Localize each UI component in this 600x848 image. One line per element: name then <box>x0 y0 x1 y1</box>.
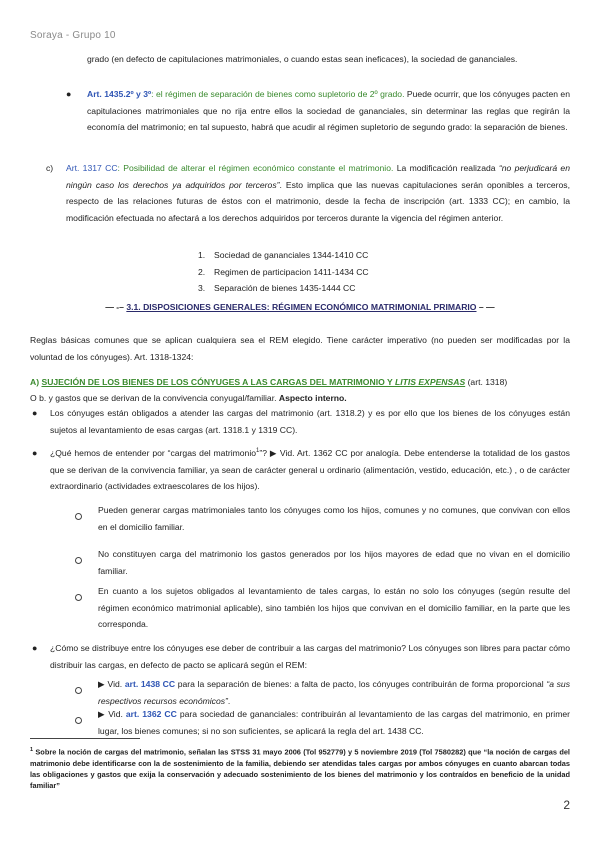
art-1362-ref: art. 1362 CC <box>125 709 177 719</box>
art-1438-ref: art. 1438 CC <box>124 679 176 689</box>
art-1435-lead: : el régimen de separación de bienes como supletorio de 2º grado. <box>151 89 405 99</box>
section-title: 3.1. DISPOSICIONES GENERALES: RÉGIMEN ECONÓMICO MATRIMONIAL PRIMARIO <box>126 302 477 312</box>
art-1317-mid: La modificación realizada <box>393 163 499 173</box>
regimen-list-item: 1. Sociedad de gananciales 1344-1410 CC <box>198 250 369 260</box>
bullet-dot: ● <box>32 408 38 418</box>
art-1435-text: Puede ocurrir, que los cónyuges pacten en capitulaciones matrimoniales que no rija entre ellos la sociedad de gananciales, sin determinar las reglas que regirán la economía del matrimonio; en tal supuesto, habrá que acudir al régimen supletorio de segundo grado: la separación de bienes. <box>87 89 570 132</box>
bullet-que-entender: ¿Qué hemos de entender por “cargas del matrimonio$^1$”? ▶ Vid. Art. 1362 CC por analogía. Debe entenderse la totalidad de los gastos que se derivan de la convivencia familiar, ya sean de carácter general u ordinario (alimentación, vestido, educación, etc.) , o de carácter extraordinario (actividades extraescolares de los hijos). <box>50 448 570 491</box>
sub-bullet-sujetos-obligados: En cuanto a los sujetos obligados al levantamiento de tales cargas, lo están no solo los cónyuges (según resulte del régimen económico matrimonial aplicable), sino también los hijos que convivan en el domicilio familiar, en la parte que les corresponda. <box>98 586 570 629</box>
regimen-list <box>198 247 498 297</box>
art-1435-ref: Art. 1435.2º y 3º <box>87 89 152 99</box>
sub-bullet-generan-cargas: Pueden generar cargas matrimoniales tanto los cónyuges como los hijos, comunes y no comunes, que convivan con ellos en el domicilio familiar. <box>98 505 570 532</box>
bullet-como-distribuye: ¿Cómo se distribuye entre los cónyuges ese deber de contribuir a las cargas del matrimonio? Los cónyuges son libres para pactar cómo distribuir las cargas, en defecto de pacto se aplicará según el REM: <box>50 643 570 670</box>
art-1435-paragraph <box>87 86 570 136</box>
circle-bullet-icon <box>75 588 82 606</box>
sub-bullet-no-constituyen: No constituyen carga del matrimonio los gastos generados por los hijos mayores de edad que no vivan en el domicilio familiar. <box>98 549 570 576</box>
art-1317-quote: “no perjudicará en ningún caso los derechos ya adquiridos por terceros” <box>66 163 570 190</box>
art-1317-paragraph <box>66 160 570 226</box>
page-header: Soraya - Grupo 10 <box>30 30 116 41</box>
bullet-cargas-obligacion: Los cónyuges están obligados a atender las cargas del matrimonio (art. 1318.2) y es por ello que los bienes de los cónyuges están sujetos al levantamiento de esas cargas (art. 1318.1 y 1319 CC). <box>50 408 570 435</box>
regimen-list-item: 3. Separación de bienes 1435-1444 CC <box>198 283 356 293</box>
art-1317-text: . Esto implica que las nuevas capitulaciones serán oponibles a terceros, respecto de las relaciones futuras de éstos con el matrimonio, desde la fecha de inscripción (art. 1333 CC); en cambio, la modificación efectuada no afectará a los derechos adquiridos por terceros durante la vigencia del régimen anterior. <box>66 179 570 223</box>
continuation-paragraph: grado (en defecto de capitulaciones matrimoniales, o cuando estas sean ineficaces), la sociedad de gananciales. <box>87 54 518 64</box>
sub-bullet-art-1438: ▶ Vid. art. 1438 CC para la separación de bienes: a falta de pacto, los cónyuges contribuirán de forma proporcional “a sus respectivos recursos económicos”. <box>98 679 571 706</box>
bullet-dot: ● <box>32 448 38 458</box>
obligaciones-line: O b. y gastos que se derivan de la convivencia conyugal/familiar. Aspecto interno. <box>30 393 347 403</box>
footnote: $^1$ Sobre la noción de cargas del matrimonio, señalan las STSS 31 mayo 2006 (Tol 952779) y 5 noviembre 2019 (Tol 7580282) que “la noción de cargas del matrimonio debe identificarse con la de sostenimiento de la familia, debiendo ser atendidas tales cargas por ambos cónyuges en cuanto abarcan todas las obligaciones y gastos que exija la conservación y adecuado sostenimiento de los bienes del matrimonio y los contraídos en beneficio de la unidad familiar” <box>30 747 570 791</box>
circle-bullet-icon <box>75 711 82 729</box>
footnote-ref[interactable]: 1 <box>256 448 260 455</box>
page-number: 2 <box>563 798 570 812</box>
circle-bullet-icon <box>75 507 82 525</box>
circle-bullet-icon <box>75 551 82 569</box>
art-1317-ref: Art. 1317 CC <box>66 163 118 173</box>
bullet-dot: ● <box>32 643 38 653</box>
reglas-paragraph: Reglas básicas comunes que se aplican cualquiera sea el REM elegido. Tiene carácter imperativo (no pueden ser modificadas por la voluntad de los cónyuges). Art. 1318-1324: <box>30 335 570 362</box>
circle-bullet-icon <box>75 681 82 699</box>
sub-bullet-art-1362: ▶ Vid. art. 1362 CC para sociedad de gananciales: contribuirán al levantamiento de las cargas del matrimonio, en primer lugar, los bienes comunes; si no son suficientes, se aplicará la regla del art. 1438 CC. <box>98 709 570 736</box>
subsection-a-heading: A) SUJECIÓN DE LOS BIENES DE LOS CÓNYUGES A LAS CARGAS DEL MATRIMONIO Y LITIS EXPENSAS (art. 1318) <box>30 377 508 387</box>
list-marker-c: c) <box>46 163 54 173</box>
regimen-list-item: 2. Regimen de participacion 1411-1434 CC <box>198 266 369 277</box>
art-1317-lead: : Posibilidad de alterar el régimen económico constante el matrimonio. <box>117 163 394 173</box>
section-heading: — -– 3.1. DISPOSICIONES GENERALES: RÉGIMEN ECONÓMICO MATRIMONIAL PRIMARIO – — <box>105 302 495 312</box>
footnote-separator <box>30 738 140 739</box>
bullet-dot: ● <box>66 89 72 99</box>
